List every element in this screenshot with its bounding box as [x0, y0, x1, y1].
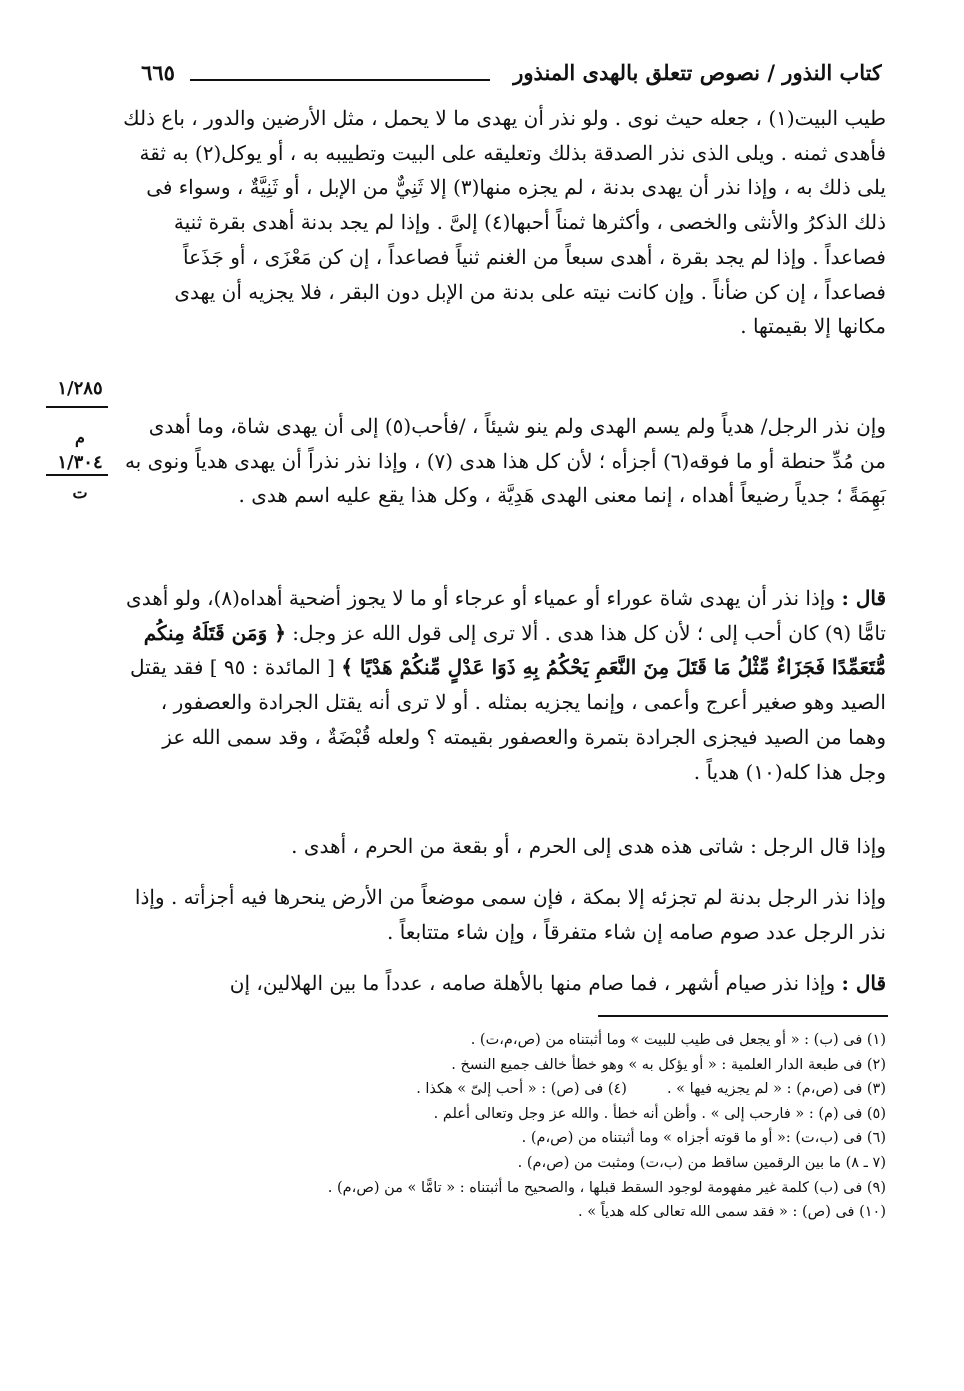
paragraph: وإن نذر الرجل/ هدياً ولم يسم الهدى ولم ينو شيئاً ، /فأحب(٥) إلى أن يهدى شاة، وما أهدى من مُدِّ حنطة أو ما فوقه(٦) أجزأه ؛ لأن كل هذا هدى (٧) ، وإذا نذر نذراً أن يهدى هدياً ونوى به بَهِمَةً ؛ جدياً رضيعاً أهداه ، إنما معنى الهدى هَدِيَّة ، وكل هذا يقع عليه اسم هدى . [124, 414, 886, 508]
paragraph-text: وإذا نذر صيام أشهر ، فما صام منها بالأهلة صامه ، عدداً ما بين الهلالين، إن [229, 971, 836, 995]
margin-ref-a-letter: م [75, 428, 85, 447]
footnote: (٧ ـ ٨) ما بين الرقمين ساقط من (ب،ت) ومثبت من (ص،م) . [517, 1154, 886, 1171]
header-rule [190, 79, 490, 81]
page-number: ٦٦٥ [141, 60, 175, 85]
footnote-rule [598, 1015, 888, 1017]
margin-ref-b-letter: ت [72, 483, 88, 502]
footnote: (٦) فى (ب،ت) :« أو ما قوته أجزاه » وما أثبتناه من (ص،م) . [521, 1130, 886, 1147]
paragraph-text: وإذا نذر أن يهدى شاة عوراء أو عمياء أو عرجاء أو ما لا يجوز أضحية أهداه(٨)، ولو أهدى تامًّا (٩) كان أحب إلى ؛ لأن كل هذا هدى . ألا ترى إلى قول الله عز وجل: [126, 586, 886, 645]
footnote: (١) فى (ب) : « أو يجعل فى طيب للبيت » وما أثبتناه من (ص،م،ت) . [470, 1032, 886, 1048]
paragraph [120, 966, 886, 1012]
margin-rule [46, 474, 108, 476]
paragraph-lead: قال : [841, 971, 886, 995]
footnotes [150, 1028, 886, 1278]
margin-ref-a: ١/٢٨٥ [57, 378, 103, 399]
paragraph: وإذا قال الرجل : شاتى هذه هدى إلى الحرم ، أو بقعة من الحرم ، أهدى . [291, 834, 886, 858]
margin-rule [46, 406, 108, 408]
margin-ref-b: ١/٣٠٤ [57, 452, 103, 473]
footnote: (٤) فى (ص) : « أحب إلىّ » هكذا . [416, 1081, 627, 1098]
footnote: (٩) فى (ب) كلمة غير مفهومة لوجود السقط قبلها ، والصحيح ما أثبتناه : « تامًّا » من (ص،م) . [327, 1179, 886, 1196]
footnote: (٣) فى (ص،م) : « لم يجزيه فيها » . [666, 1081, 886, 1098]
footnote-row [150, 1077, 886, 1102]
paragraph: وإذا نذر الرجل بدنة لم تجزئه إلا بمكة ، فإن سمى موضعاً من الأرض ينحرها فيه أجزأته . وإذا نذر الرجل عدد صوم صامه إن شاء متفرقاً ، وإن شاء متتابعاً . [134, 885, 886, 944]
chapter-title: كتاب النذور / نصوص تتعلق بالهدى المنذور [513, 60, 882, 85]
footnote: (٥) فى (م) : « فارحب إلى » . وأظن أنه خطأ . والله عز وجل وتعالى أعلم . [433, 1105, 886, 1122]
footnote: (١٠) فى (ص) : « فقد سمى الله تعالى كله هدياً » . [578, 1204, 886, 1221]
paragraph-lead: قال : [841, 586, 886, 610]
paragraph-text: [ المائدة : ٩٥ ] فقد يقتل الصيد وهو صغير أعرج وأعمى ، وإنما يجزيه بمثله . أو لا ترى أنه يقتل الجرادة والعصفور ، وهما من الصيد فيجزى الجرادة بتمرة والعصفور بقيمته ؟ ولعله قُبْضَةٌ ، وقد سمى الله عز وجل هذا كله(١٠) هدياً . [130, 655, 886, 784]
paragraph: طيب البيت(١) ، جعله حيث نوى . ولو نذر أن يهدى ما لا يحمل ، مثل الأرضين والدور ، باع ذلك فأهدى ثمنه . ويلى الذى نذر الصدقة بذلك وتعليقه على البيت وتطييبه به ، أو يوكل(٢) به ثقة يلى ذلك به ، وإذا نذر أن يهدى بدنة ، لم يجزه منها(٣) إلا ثَنِيٌّ من الإبل ، أو ثَنِيَّةٌ ، وسواء فى ذلك الذكرُ والأنثى والخصى ، وأكثرها ثمناً أحبها(٤) إلىَّ . وإذا لم يجد بدنة أهدى بقرة ثنية فصاعداً . وإذا لم يجد بقرة ، أهدى سبعاً من الغنم ثنياً فصاعداً ، إن كن مَعْزَى ، أو جَذَعاً فصاعداً ، إن كن ضأناً . وإن كانت نيته على بدنة من الإبل دون البقر ، فلا يجزيه أن يهدى مكانها إلا بقيمتها . [123, 106, 886, 339]
paragraph [120, 581, 886, 811]
quran-verse: ﴿ وَمَن قَتَلَهُ مِنكُم مُّتَعَمِّدًا فَجَزَاءٌ مِّثْلُ مَا قَتَلَ مِنَ النَّعَمِ يَحْكُمُ بِهِ ذَوَا عَدْلٍ مِّنكُمْ هَدْيًا ﴾ [143, 620, 886, 680]
footnote: (٢) فى طبعة الدار العلمية : « أو يؤكل به » وهو خطأ خالف جميع النسخ . [451, 1056, 886, 1073]
